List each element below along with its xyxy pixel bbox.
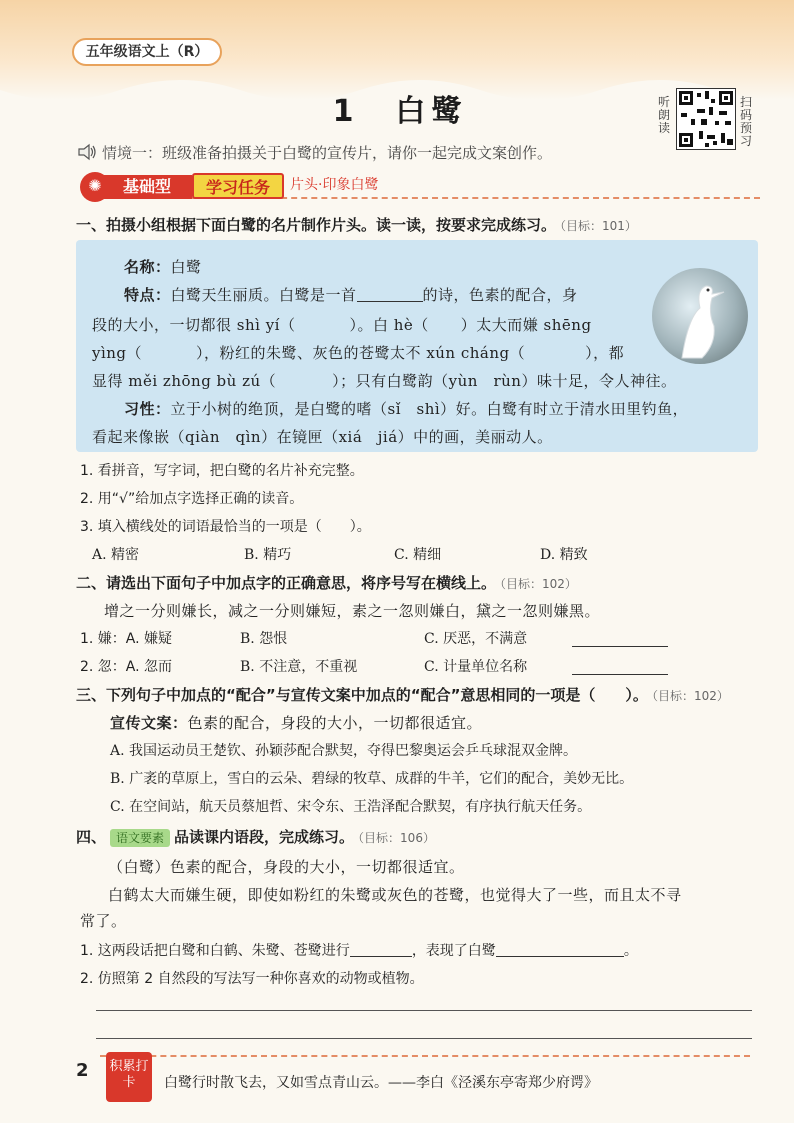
card-line-2 <box>92 314 592 335</box>
page-number: 2 <box>76 1060 89 1081</box>
q2-row1-b[interactable]: B. 怨恨 <box>240 631 288 647</box>
q1-sub3: 3. 填入横线处的词语最恰当的一项是（ ）。 <box>80 519 371 535</box>
q3-heading-text: 三、下列句子中加点的“配合”与宣传文案中加点的“配合”意思相同的一项是（ ）。 <box>76 686 648 704</box>
q2-heading <box>76 572 577 593</box>
q1-target: （目标：101） <box>560 219 637 233</box>
egret-icon <box>652 268 748 364</box>
card-l2a: 段的大小，一切都很 shì yí（ <box>92 316 296 334</box>
q2-row2-answer-line[interactable] <box>572 674 668 675</box>
q3-copy <box>110 712 482 733</box>
writing-line-2[interactable] <box>96 1038 752 1039</box>
q4-sub1 <box>80 940 638 960</box>
q3-copy-label: 宣传文案： <box>110 714 188 732</box>
card-l4a: 显得 měi zhōng bù zú（ <box>92 372 277 390</box>
q1-option-d[interactable]: D. 精致 <box>540 547 588 563</box>
q4-sub1-b: ，表现了白鹭 <box>411 943 496 959</box>
q4-target: （目标：106） <box>358 831 435 845</box>
grade-tag: 五年级语文上（R） <box>72 38 222 66</box>
q1-option-a[interactable]: A. 精密 <box>92 547 140 563</box>
q1-sub1: 1. 看拼音，写字词，把白鹭的名片补充完整。 <box>80 463 364 479</box>
q4-blank-compare[interactable] <box>350 943 412 957</box>
q2-row2-b[interactable]: B. 不注意，不重视 <box>240 659 358 675</box>
page-title: 1 白鹭 <box>332 94 468 129</box>
q4-heading-post: 品读课内语段，完成练习。 <box>174 828 355 846</box>
q3-option-a[interactable]: A. 我国运动员王楚钦、孙颖莎配合默契，夺得巴黎奥运会乒乓球混双金牌。 <box>110 743 578 759</box>
q4-p1: （白鹭）色素的配合，身段的大小，一切都很适宜。 <box>108 858 465 876</box>
q2-row1-lead: 1. 嫌：A. 嫌疑 <box>80 631 173 647</box>
q2-sentence: 增之一分则嫌长，减之一分则嫌短，素之一忽则嫌白，黛之一忽则嫌黑。 <box>104 602 601 620</box>
q3-option-c[interactable]: C. 在空间站，航天员蔡旭哲、宋令东、王浩泽配合默契，有序执行航天任务。 <box>110 799 592 815</box>
card-l3a: yìng（ <box>92 344 143 362</box>
qr-code-icon <box>677 89 735 149</box>
accumulate-stamp: 积累打卡 <box>106 1052 152 1102</box>
card-l2c: ）太大而嫌 shēng <box>460 316 592 334</box>
q4-heading <box>76 826 435 847</box>
q1-heading <box>76 214 637 235</box>
card-line-5 <box>124 398 688 419</box>
q4-blank-express[interactable] <box>496 943 624 957</box>
lightbulb-icon: ✺ <box>80 172 110 202</box>
q1-option-c[interactable]: C. 精细 <box>394 547 442 563</box>
q2-row1-answer-line[interactable] <box>572 646 668 647</box>
task-name: 学习任务 <box>192 173 284 199</box>
card-l1b: 的诗，色素的配合，身 <box>422 286 578 304</box>
q1-heading-text: 一、拍摄小组根据下面白鹭的名片制作片头。读一读，按要求完成练习。 <box>76 216 557 234</box>
q4-sub2: 2. 仿照第 2 自然段的写法写一种你喜欢的动物或植物。 <box>80 971 424 987</box>
q4-sub1-a: 1. 这两段话把白鹭和白鹤、朱鹭、苍鹭进行 <box>80 943 350 959</box>
task-bar <box>80 172 760 202</box>
card-l3b: ），粉红的朱鹭、灰色的苍鹭太不 xún cháng（ <box>196 344 526 362</box>
situation-label: 情境一： <box>102 144 163 162</box>
q2-target: （目标：102） <box>500 577 577 591</box>
card-l4b: ）；只有白鹭韵（yùn rùn）味十足，令人神往。 <box>332 372 677 390</box>
card-l2b: ）。白 hè（ <box>349 316 429 334</box>
card-l3c: ），都 <box>585 344 625 362</box>
writing-line-1[interactable] <box>96 1010 752 1011</box>
egret-illustration <box>652 268 748 364</box>
card-l5: 立于小树的绝顶，是白鹭的嗜（sǐ shì）好。白鹭有时立于清水田里钓鱼， <box>170 400 689 418</box>
q4-p2a: 白鹤太大而嫌生硬，即使如粉红的朱鹭或灰色的苍鹭，也觉得大了一些，而且太不寻 <box>108 886 682 904</box>
q4-heading-pre: 四、 <box>76 828 107 846</box>
q1-sub2: 2. 用“√”给加点字选择正确的读音。 <box>80 491 304 507</box>
card-l1a: 白鹭天生丽质。白鹭是一首 <box>170 286 357 304</box>
card-name-value: 白鹭 <box>170 258 202 276</box>
listen-read-label: 听朗读 <box>657 95 670 135</box>
card-line-1 <box>124 284 578 305</box>
q4-sub1-c: 。 <box>623 943 638 959</box>
q4-p2b: 常了。 <box>80 912 127 930</box>
q2-row1-c[interactable]: C. 厌恶，不满意 <box>424 631 528 647</box>
q3-target: （目标：102） <box>651 689 729 703</box>
footer-divider <box>100 1055 750 1057</box>
q3-heading <box>76 684 729 705</box>
card-feature-label: 特点： <box>124 286 171 304</box>
task-subtitle: 片头·印象白鹭 <box>290 177 379 193</box>
card-line-3 <box>92 342 624 363</box>
q1-option-b[interactable]: B. 精巧 <box>244 547 292 563</box>
card-line-4 <box>92 370 676 391</box>
card-name-row <box>124 256 202 277</box>
card-name-label: 名称： <box>124 258 171 276</box>
q4-badge: 语文要素 <box>110 829 170 847</box>
card-habit-label: 习性： <box>124 400 171 418</box>
situation <box>76 142 716 166</box>
situation-text: 班级准备拍摄关于白鹭的宣传片，请你一起完成文案创作。 <box>162 144 553 162</box>
task-type: 基础型 <box>102 175 192 199</box>
footer-quote: 白鹭行时散飞去，又如雪点青山云。——李白《泾溪东亭寄郑少府谔》 <box>164 1075 598 1091</box>
qr-code[interactable] <box>676 88 736 150</box>
scan-preview-label: 扫码预习 <box>739 95 752 148</box>
speaker-icon <box>76 142 98 162</box>
q3-copy-text: 色素的配合，身段的大小，一切都很适宜。 <box>187 714 483 732</box>
q2-row2-lead: 2. 忽：A. 忽而 <box>80 659 173 675</box>
q3-option-b[interactable]: B. 广袤的草原上，雪白的云朵、碧绿的牧草、成群的牛羊，它们的配合，美妙无比。 <box>110 771 634 787</box>
blank-poem[interactable] <box>357 288 423 302</box>
q2-heading-text: 二、请选出下面句子中加点字的正确意思，将序号写在横线上。 <box>76 574 497 592</box>
card-line-6: 看起来像嵌（qiàn qìn）在镜匣（xiá jiá）中的画，美丽动人。 <box>92 428 553 446</box>
q2-row2-c[interactable]: C. 计量单位名称 <box>424 659 528 675</box>
